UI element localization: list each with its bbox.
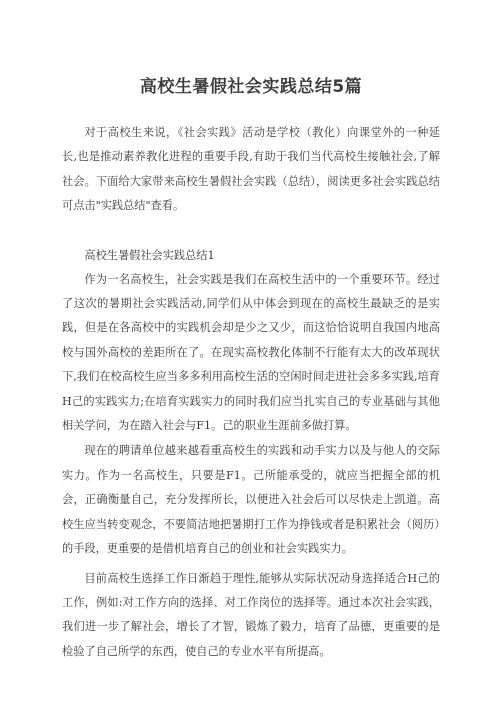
intro-paragraph: 对于高校生来说，《社会实践》活动是学校（教化）向课堂外的一种延长,也是推动素养教化进程的重要手段,有助于我们当代高校生接触社会,了解社会。下面给大家带来高校生暑假社会实践（总结），阅读更多社会实践总结可点击"实践总结"查看。 [62,126,440,213]
body-paragraph-2: 现在的聘请单位越来越看重高校生的实践和动手实力以及与他人的交际实力。作为一名高校生，只要是F1。己所能承受的，就应当把握全部的机会，正确衡量自己，充分发挥所长，以便进入社会后可以尽快走上凯道。高校生应当转变观念，不要简洁地把暑期打工作为挣钱或者是积累社会（阅历）的手段，更重要的是借机培育自己的创业和社会实践实力。 [62,444,440,556]
body-paragraph-3: 目前高校生选择工作日渐趋于理性,能够从实际状况动身选择适合H己的工作，例如:对工作方向的选择、对工作岗位的选择等。通过本次社会实践，我们进一步了解社会，增长了才智，锻炼了毅力，培育了品德，更重要的是检验了自己所学的东西，使自己的专业水平有所提高。 [62,571,440,658]
section-heading: 高校生暑假社会实践总结1 [84,248,215,262]
body-paragraph-1: 作为一名高校生，社会实践是我们在高校生活中的一个重要环节。经过了这次的暑期社会实践活动,同学们从中体会到现在的高校生最缺乏的是实践，但是在各高校中的实践机会却是少之又少，而这恰恰说明自我国内地高校与国外高校的差距所在了。在现实高校教化体制不行能有太大的改革现状下,我们在校高校生应当多多利用高校生活的空闲时间走进社会多多实践,培育H己的实践实力;在培育实践实力的同时我们应当扎实自己的专业基础与其他相关学问，为在踏入社会与F1。己的职业生涯前多做打算。 [62,272,440,433]
document-title: 高校生暑假社会实践总结5篇 [139,77,363,97]
